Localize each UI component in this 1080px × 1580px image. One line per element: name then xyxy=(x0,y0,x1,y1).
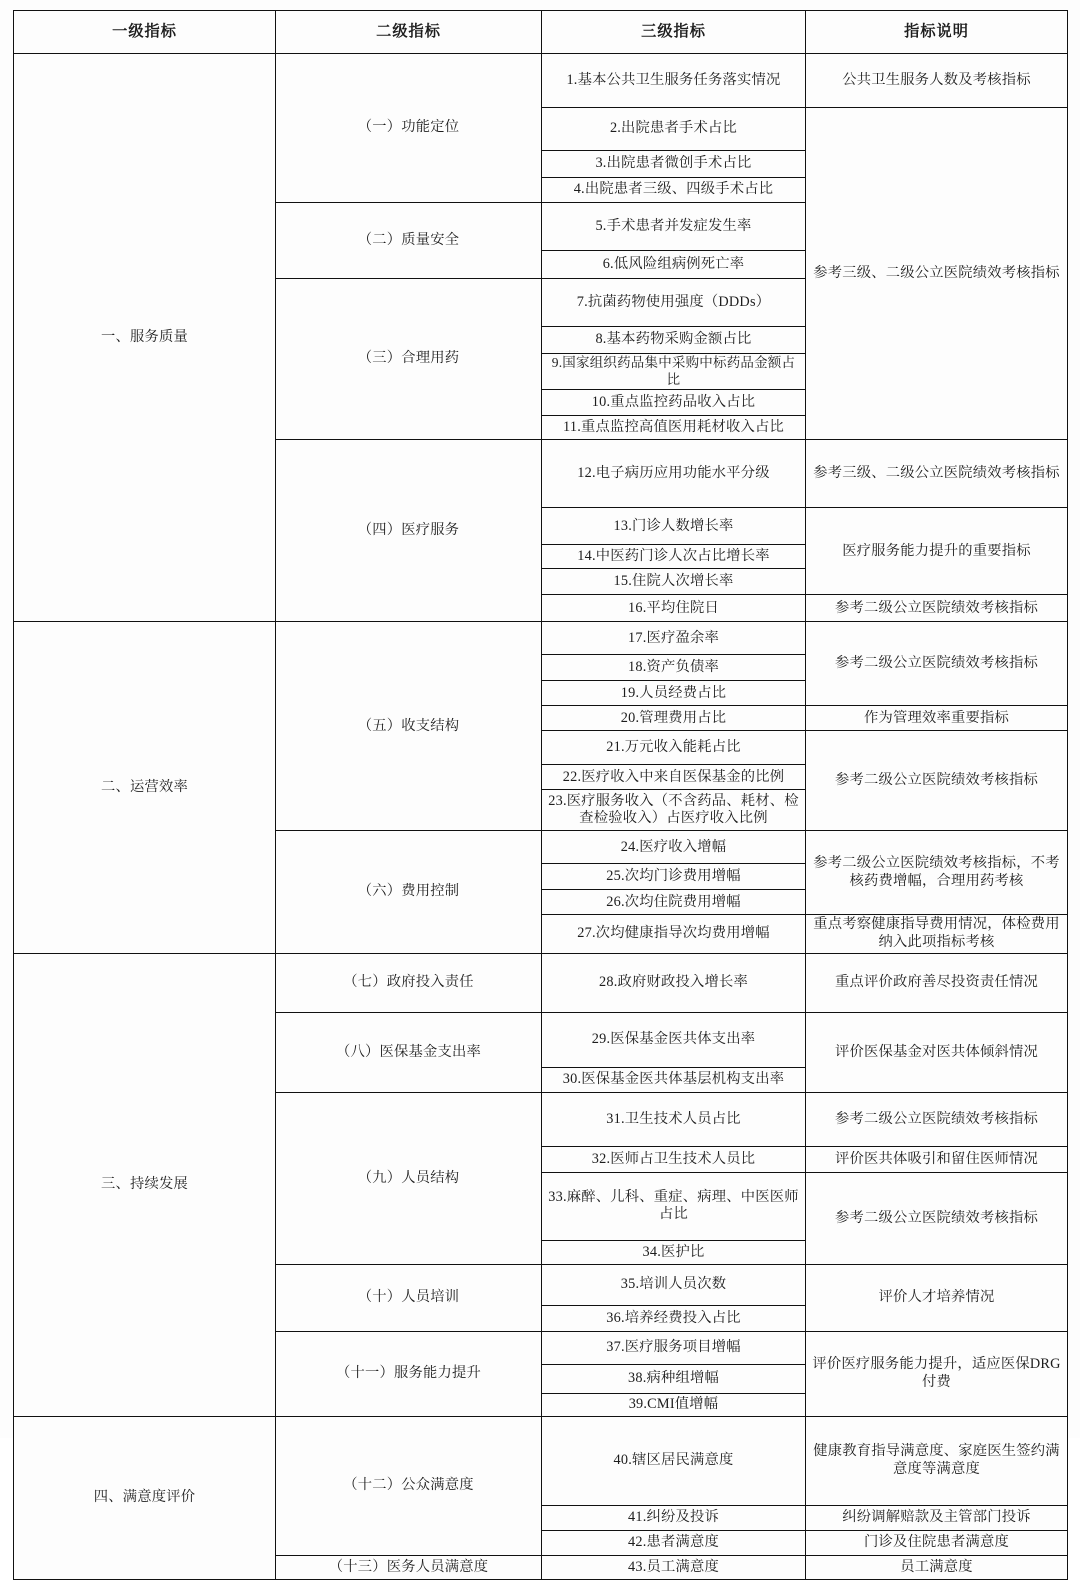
level3-cell-2: 2.出院患者手术占比 xyxy=(542,108,806,151)
description-cell-4: 医疗服务能力提升的重要指标 xyxy=(806,508,1068,595)
level3-cell-31: 31.卫生技术人员占比 xyxy=(542,1092,806,1146)
description-cell-14: 评价医共体吸引和留住医师情况 xyxy=(806,1146,1068,1172)
level2-cell-cost-control: （六）费用控制 xyxy=(276,831,542,953)
description-cell-2: 参考三级、二级公立医院绩效考核指标 xyxy=(806,108,1068,440)
description-cell-15: 参考二级公立医院绩效考核指标 xyxy=(806,1172,1068,1264)
level3-cell-21: 21.万元收入能耗占比 xyxy=(542,731,806,765)
level3-cell-23: 23.医疗服务收入（不含药品、耗材、检查检验收入）占医疗收入比例 xyxy=(542,790,806,831)
description-cell-19: 纠纷调解赔款及主管部门投诉 xyxy=(806,1505,1068,1530)
level3-cell-32: 32.医师占卫生技术人员比 xyxy=(542,1146,806,1172)
column-header-level1: 一级指标 xyxy=(14,11,276,54)
level3-cell-27: 27.次均健康指导次均费用增幅 xyxy=(542,915,806,953)
level3-cell-24: 24.医疗收入增幅 xyxy=(542,831,806,864)
table-row xyxy=(14,953,1068,1012)
level1-cell-sustainable-development: 三、持续发展 xyxy=(14,953,276,1416)
header-row xyxy=(14,11,1068,54)
level2-cell-public-satisfaction: （十二）公众满意度 xyxy=(276,1416,542,1555)
table-row xyxy=(14,622,1068,655)
column-header-level2: 二级指标 xyxy=(276,11,542,54)
table-row xyxy=(14,54,1068,108)
level3-cell-5: 5.手术患者并发症发生率 xyxy=(542,203,806,251)
level3-cell-35: 35.培训人员次数 xyxy=(542,1264,806,1305)
level3-cell-38: 38.病种组增幅 xyxy=(542,1364,806,1393)
description-cell-10: 重点考察健康指导费用情况，体检费用纳入此项指标考核 xyxy=(806,915,1068,953)
level2-cell-medical-service: （四）医疗服务 xyxy=(276,440,542,622)
column-header-description: 指标说明 xyxy=(806,11,1068,54)
description-cell-5: 参考二级公立医院绩效考核指标 xyxy=(806,595,1068,622)
level3-cell-29: 29.医保基金医共体支出率 xyxy=(542,1012,806,1067)
description-cell-6: 参考二级公立医院绩效考核指标 xyxy=(806,622,1068,706)
level2-cell-government-input: （七）政府投入责任 xyxy=(276,953,542,1012)
description-cell-13: 参考二级公立医院绩效考核指标 xyxy=(806,1092,1068,1146)
level3-cell-14: 14.中医药门诊人次占比增长率 xyxy=(542,545,806,569)
level3-cell-28: 28.政府财政投入增长率 xyxy=(542,953,806,1012)
level3-cell-19: 19.人员经费占比 xyxy=(542,681,806,706)
level3-cell-36: 36.培养经费投入占比 xyxy=(542,1305,806,1331)
level3-cell-13: 13.门诊人数增长率 xyxy=(542,508,806,545)
level2-cell-staff-training: （十）人员培训 xyxy=(276,1264,542,1331)
level1-cell-service-quality: 一、服务质量 xyxy=(14,54,276,622)
level3-cell-16: 16.平均住院日 xyxy=(542,595,806,622)
table-body xyxy=(14,54,1068,1580)
description-cell-17: 评价医疗服务能力提升，适应医保DRG付费 xyxy=(806,1331,1068,1416)
level3-cell-20: 20.管理费用占比 xyxy=(542,706,806,731)
indicator-framework-table xyxy=(13,10,1068,1580)
level3-cell-22: 22.医疗收入中来自医保基金的比例 xyxy=(542,765,806,790)
description-cell-3: 参考三级、二级公立医院绩效考核指标 xyxy=(806,440,1068,508)
description-cell-8: 参考二级公立医院绩效考核指标 xyxy=(806,731,1068,831)
level1-cell-operation-efficiency: 二、运营效率 xyxy=(14,622,276,953)
level2-cell-staff-satisfaction: （十三）医务人员满意度 xyxy=(276,1555,542,1579)
description-cell-18: 健康教育指导满意度、家庭医生签约满意度等满意度 xyxy=(806,1416,1068,1505)
level3-cell-40: 40.辖区居民满意度 xyxy=(542,1416,806,1505)
level3-cell-7: 7.抗菌药物使用强度（DDDs） xyxy=(542,279,806,327)
level3-cell-10: 10.重点监控药品收入占比 xyxy=(542,390,806,416)
column-header-level3: 三级指标 xyxy=(542,11,806,54)
description-cell-7: 作为管理效率重要指标 xyxy=(806,706,1068,731)
level3-cell-25: 25.次均门诊费用增幅 xyxy=(542,864,806,890)
description-cell-20: 门诊及住院患者满意度 xyxy=(806,1530,1068,1555)
level2-cell-rational-drug-use: （三）合理用药 xyxy=(276,279,542,440)
level3-cell-41: 41.纠纷及投诉 xyxy=(542,1505,806,1530)
level2-cell-service-capacity: （十一）服务能力提升 xyxy=(276,1331,542,1416)
description-cell-21: 员工满意度 xyxy=(806,1555,1068,1579)
level3-cell-3: 3.出院患者微创手术占比 xyxy=(542,151,806,178)
table-row xyxy=(14,1416,1068,1505)
level3-cell-9: 9.国家组织药品集中采购中标药品金额占比 xyxy=(542,354,806,390)
level2-cell-quality-safety: （二）质量安全 xyxy=(276,203,542,279)
level3-cell-33: 33.麻醉、儿科、重症、病理、中医医师占比 xyxy=(542,1172,806,1240)
level3-cell-26: 26.次均住院费用增幅 xyxy=(542,890,806,915)
level2-cell-function-position: （一）功能定位 xyxy=(276,54,542,203)
level3-cell-12: 12.电子病历应用功能水平分级 xyxy=(542,440,806,508)
table-header xyxy=(14,11,1068,54)
description-cell-9: 参考二级公立医院绩效考核指标，不考核药费增幅，合理用药考核 xyxy=(806,831,1068,915)
level1-cell-satisfaction-evaluation: 四、满意度评价 xyxy=(14,1416,276,1579)
level3-cell-17: 17.医疗盈余率 xyxy=(542,622,806,655)
level3-cell-18: 18.资产负债率 xyxy=(542,655,806,681)
level3-cell-6: 6.低风险组病例死亡率 xyxy=(542,251,806,279)
level3-cell-42: 42.患者满意度 xyxy=(542,1530,806,1555)
description-cell-1: 公共卫生服务人数及考核指标 xyxy=(806,54,1068,108)
description-cell-11: 重点评价政府善尽投资责任情况 xyxy=(806,953,1068,1012)
level2-cell-revenue-structure: （五）收支结构 xyxy=(276,622,542,831)
description-cell-16: 评价人才培养情况 xyxy=(806,1264,1068,1331)
level3-cell-4: 4.出院患者三级、四级手术占比 xyxy=(542,178,806,203)
level3-cell-8: 8.基本药物采购金额占比 xyxy=(542,327,806,354)
level3-cell-1: 1.基本公共卫生服务任务落实情况 xyxy=(542,54,806,108)
level3-cell-30: 30.医保基金医共体基层机构支出率 xyxy=(542,1067,806,1092)
level3-cell-43: 43.员工满意度 xyxy=(542,1555,806,1579)
description-cell-12: 评价医保基金对医共体倾斜情况 xyxy=(806,1012,1068,1092)
level2-cell-staff-structure: （九）人员结构 xyxy=(276,1092,542,1264)
level3-cell-34: 34.医护比 xyxy=(542,1240,806,1264)
level3-cell-37: 37.医疗服务项目增幅 xyxy=(542,1331,806,1364)
level2-cell-insurance-fund-expenditure: （八）医保基金支出率 xyxy=(276,1012,542,1092)
level3-cell-11: 11.重点监控高值医用耗材收入占比 xyxy=(542,416,806,440)
level3-cell-39: 39.CMI值增幅 xyxy=(542,1393,806,1416)
level3-cell-15: 15.住院人次增长率 xyxy=(542,569,806,595)
